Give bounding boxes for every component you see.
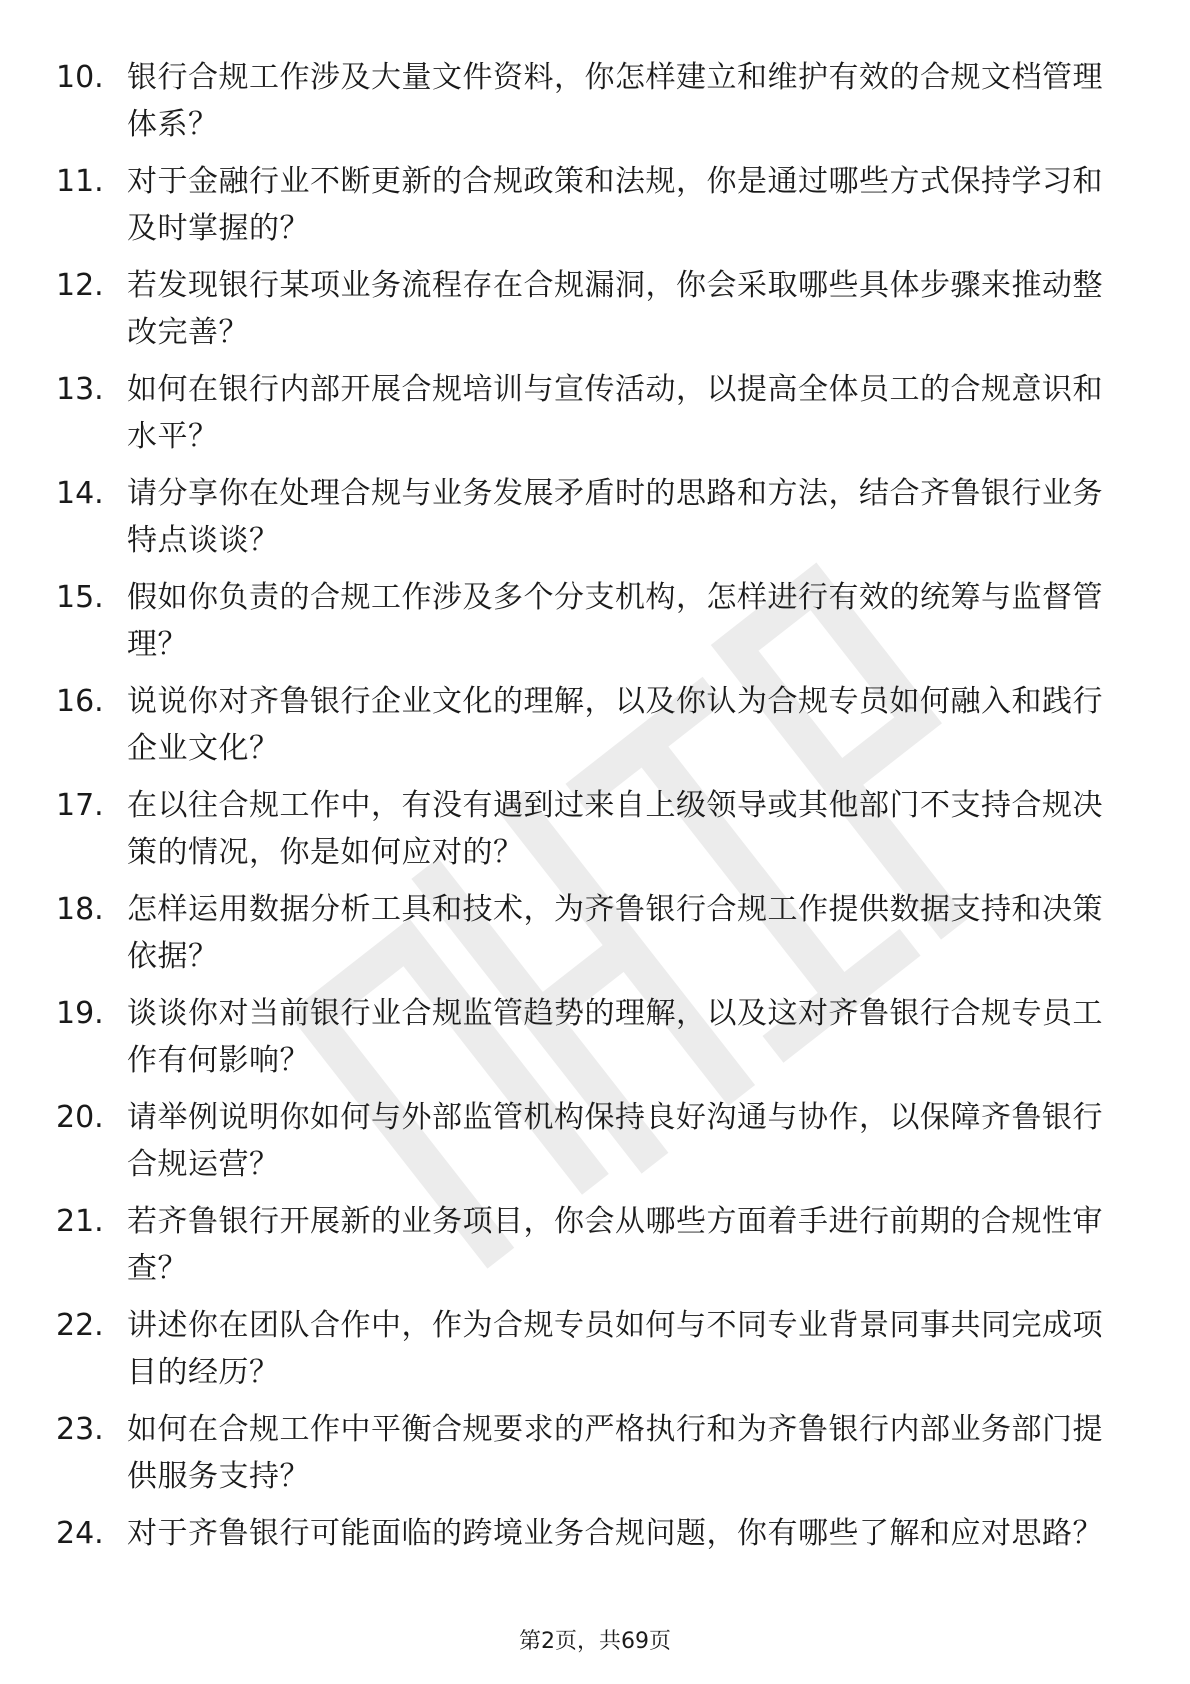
question-number: 18.: [56, 892, 104, 927]
question-number: 17.: [56, 788, 104, 823]
question-text: 对于齐鲁银行可能面临的跨境业务合规问题，你有哪些了解和应对思路？: [127, 1516, 1103, 1551]
question-number: 12.: [56, 268, 104, 303]
question-text: 谈谈你对当前银行业合规监管趋势的理解，以及这对齐鲁银行合规专员工作有何影响？: [127, 996, 1103, 1078]
question-text: 银行合规工作涉及大量文件资料，你怎样建立和维护有效的合规文档管理体系？: [127, 60, 1103, 142]
question-number: 14.: [56, 476, 104, 511]
question-number: 23.: [56, 1412, 104, 1447]
question-text: 假如你负责的合规工作涉及多个分支机构，怎样进行有效的统筹与监督管理？: [127, 580, 1103, 662]
list-item: [56, 158, 1136, 262]
list-item: [56, 1510, 1136, 1614]
list-item: [56, 1094, 1136, 1198]
page-footer: 第2页，共69页: [519, 1629, 671, 1654]
question-text: 若齐鲁银行开展新的业务项目，你会从哪些方面着手进行前期的合规性审查？: [127, 1204, 1103, 1286]
list-item: [56, 1302, 1136, 1406]
question-text: 请分享你在处理合规与业务发展矛盾时的思路和方法，结合齐鲁银行业务特点谈谈？: [127, 476, 1103, 558]
list-item: [56, 1198, 1136, 1302]
list-item: [56, 574, 1136, 678]
list-item: [56, 990, 1136, 1094]
question-text: 在以往合规工作中，有没有遇到过来自上级领导或其他部门不支持合规决策的情况，你是如何应对的？: [127, 788, 1103, 870]
question-list: [56, 54, 1136, 1614]
question-text: 怎样运用数据分析工具和技术，为齐鲁银行合规工作提供数据支持和决策依据？: [127, 892, 1103, 974]
question-text: 讲述你在团队合作中，作为合规专员如何与不同专业背景同事共同完成项目的经历？: [127, 1308, 1103, 1390]
question-text: 请举例说明你如何与外部监管机构保持良好沟通与协作，以保障齐鲁银行合规运营？: [127, 1100, 1103, 1182]
list-item: [56, 886, 1136, 990]
question-number: 19.: [56, 996, 104, 1031]
list-item: [56, 678, 1136, 782]
list-item: [56, 470, 1136, 574]
question-number: 22.: [56, 1308, 104, 1343]
question-number: 10.: [56, 60, 104, 95]
question-text: 若发现银行某项业务流程存在合规漏洞，你会采取哪些具体步骤来推动整改完善？: [127, 268, 1103, 350]
question-text: 对于金融行业不断更新的合规政策和法规，你是通过哪些方式保持学习和及时掌握的？: [127, 164, 1103, 246]
question-number: 24.: [56, 1516, 104, 1551]
list-item: [56, 1406, 1136, 1510]
list-item: [56, 54, 1136, 158]
question-text: 如何在银行内部开展合规培训与宣传活动，以提高全体员工的合规意识和水平？: [127, 372, 1103, 454]
list-item: [56, 366, 1136, 470]
question-number: 20.: [56, 1100, 104, 1135]
question-number: 15.: [56, 580, 104, 615]
question-text: 说说你对齐鲁银行企业文化的理解，以及你认为合规专员如何融入和践行企业文化？: [127, 684, 1103, 766]
list-item: [56, 262, 1136, 366]
list-item: [56, 782, 1136, 886]
question-number: 11.: [56, 164, 104, 199]
question-text: 如何在合规工作中平衡合规要求的严格执行和为齐鲁银行内部业务部门提供服务支持？: [127, 1412, 1103, 1494]
question-number: 13.: [56, 372, 104, 407]
question-number: 16.: [56, 684, 104, 719]
question-number: 21.: [56, 1204, 104, 1239]
